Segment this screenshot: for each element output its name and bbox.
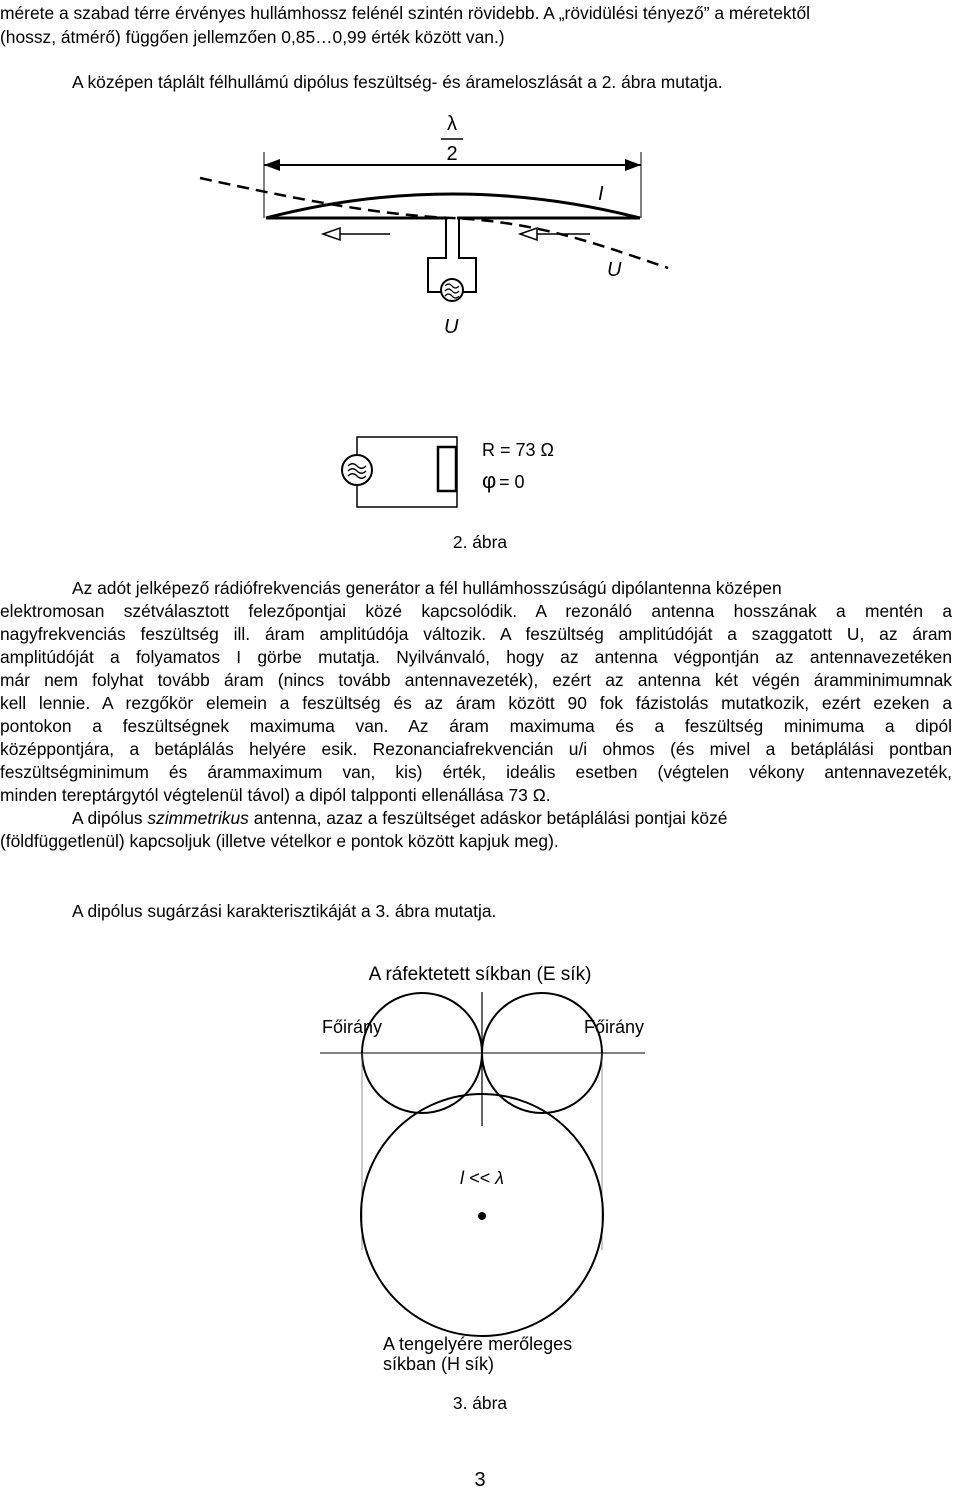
current-label: I: [598, 183, 604, 205]
text-line: elektromosan szétválasztott felezőpontjai közé kapcsolódik. A rezonáló antenna hosszának a mentén a: [0, 601, 952, 621]
text-span: A dipólus: [72, 808, 148, 828]
feed-line-right: [459, 218, 476, 292]
text-line: feszültségminimum és árammaximum van, kis) érték, ideális esetben (végtelen vékony antennavezeték,: [0, 762, 952, 782]
feed-line-left: [428, 218, 446, 292]
dimension-arrow-left: [264, 159, 280, 171]
text-line: A dipólus sugárzási karakterisztikáját a 3. ábra mutatja.: [72, 901, 497, 921]
condition-label: l << λ: [460, 1168, 504, 1188]
figure-2-caption: 2. ábra: [452, 532, 508, 552]
figure-3-caption: 3. ábra: [452, 1393, 508, 1413]
resistor-icon: [438, 447, 456, 491]
page-number: 3: [474, 1469, 486, 1491]
generator-icon: [441, 279, 463, 301]
text-line: már nem folyhat tovább áram (nincs tovább antennavezeték), ezért az antenna két végén áramminimumnak: [0, 670, 952, 690]
dimension-arrow-right: [625, 159, 641, 171]
text-line: mérete a szabad térre érvényes hullámhossz felénél szintén rövidebb. A „rövidülési tényező” a méretektől: [0, 3, 811, 23]
generator-voltage-label: U: [444, 316, 459, 338]
lambda-denominator: 2: [446, 143, 458, 165]
h-plane-title-line2: síkban (H sík): [383, 1354, 495, 1374]
e-plane-title: A ráfektetett síkban (E sík): [368, 964, 592, 985]
resistance-label: R = 73 Ω: [482, 440, 554, 460]
equivalent-generator-icon: [342, 455, 372, 485]
text-line: pontokon a feszültségnek maximuma van. Az áram maximuma és a feszültség minimuma a dipól: [0, 716, 952, 736]
dipole-distribution-figure: [0, 0, 960, 520]
text-line: minden tereptárgytól végtelenül távol) a dipól talpponti ellenállása 73 Ω.: [0, 785, 551, 805]
lambda-symbol: λ: [447, 113, 457, 135]
radiation-pattern-figure: [0, 950, 960, 1380]
text-line: A középen táplált félhullámú dipólus feszültség- és árameloszlását a 2. ábra mutatja.: [72, 72, 723, 92]
emphasis-text: szimmetrikus: [147, 808, 249, 828]
voltage-label: U: [607, 259, 622, 281]
current-curve: [266, 194, 640, 218]
text-line: nagyfrekvenciás feszültség ill. áram amplitúdója változik. A feszültség amplitúdóját a szaggatott U, az áram: [0, 624, 952, 644]
dipole-center-dot: [478, 1212, 486, 1220]
text-line: középpontjára, a betáplálás helyére esik. Rezonanciafrekvencián u/i ohmos (és mivel a betáplálási pontban: [0, 739, 952, 759]
arrow-head-left-icon: [323, 228, 340, 240]
h-plane-title-line1: A tengelyére merőleges: [383, 1334, 573, 1354]
text-line: kell lennie. A rezgőkör elemein a feszültség és az áram között 90 fok fázistolás mutatkozik, ezért ezeken a: [0, 693, 952, 713]
main-direction-left-label: Főirány: [321, 1017, 383, 1037]
text-line: (földfüggetlenül) kapcsoljuk (illetve vételkor e pontok között kapjuk meg).: [0, 831, 559, 851]
text-line: amplitúdóját a folyamatos I görbe mutatja. Nyilvánvaló, hogy az antenna végpontján az antennavezetéken: [0, 647, 952, 667]
arrow-head-right-icon: [520, 228, 537, 240]
main-direction-right-label: Főirány: [583, 1017, 645, 1037]
phi-symbol: φ: [482, 468, 497, 493]
text-line: (hossz, átmérő) függően jellemzően 0,85…0,99 érték között van.): [0, 27, 505, 47]
text-line: [72, 807, 727, 829]
text-line: Az adót jelképező rádiófrekvenciás generátor a fél hullámhosszúságú dipólantenna középen: [72, 578, 782, 598]
text-span: antenna, azaz a feszültséget adáskor betáplálási pontjai közé: [248, 808, 728, 828]
phase-value: = 0: [499, 472, 525, 492]
